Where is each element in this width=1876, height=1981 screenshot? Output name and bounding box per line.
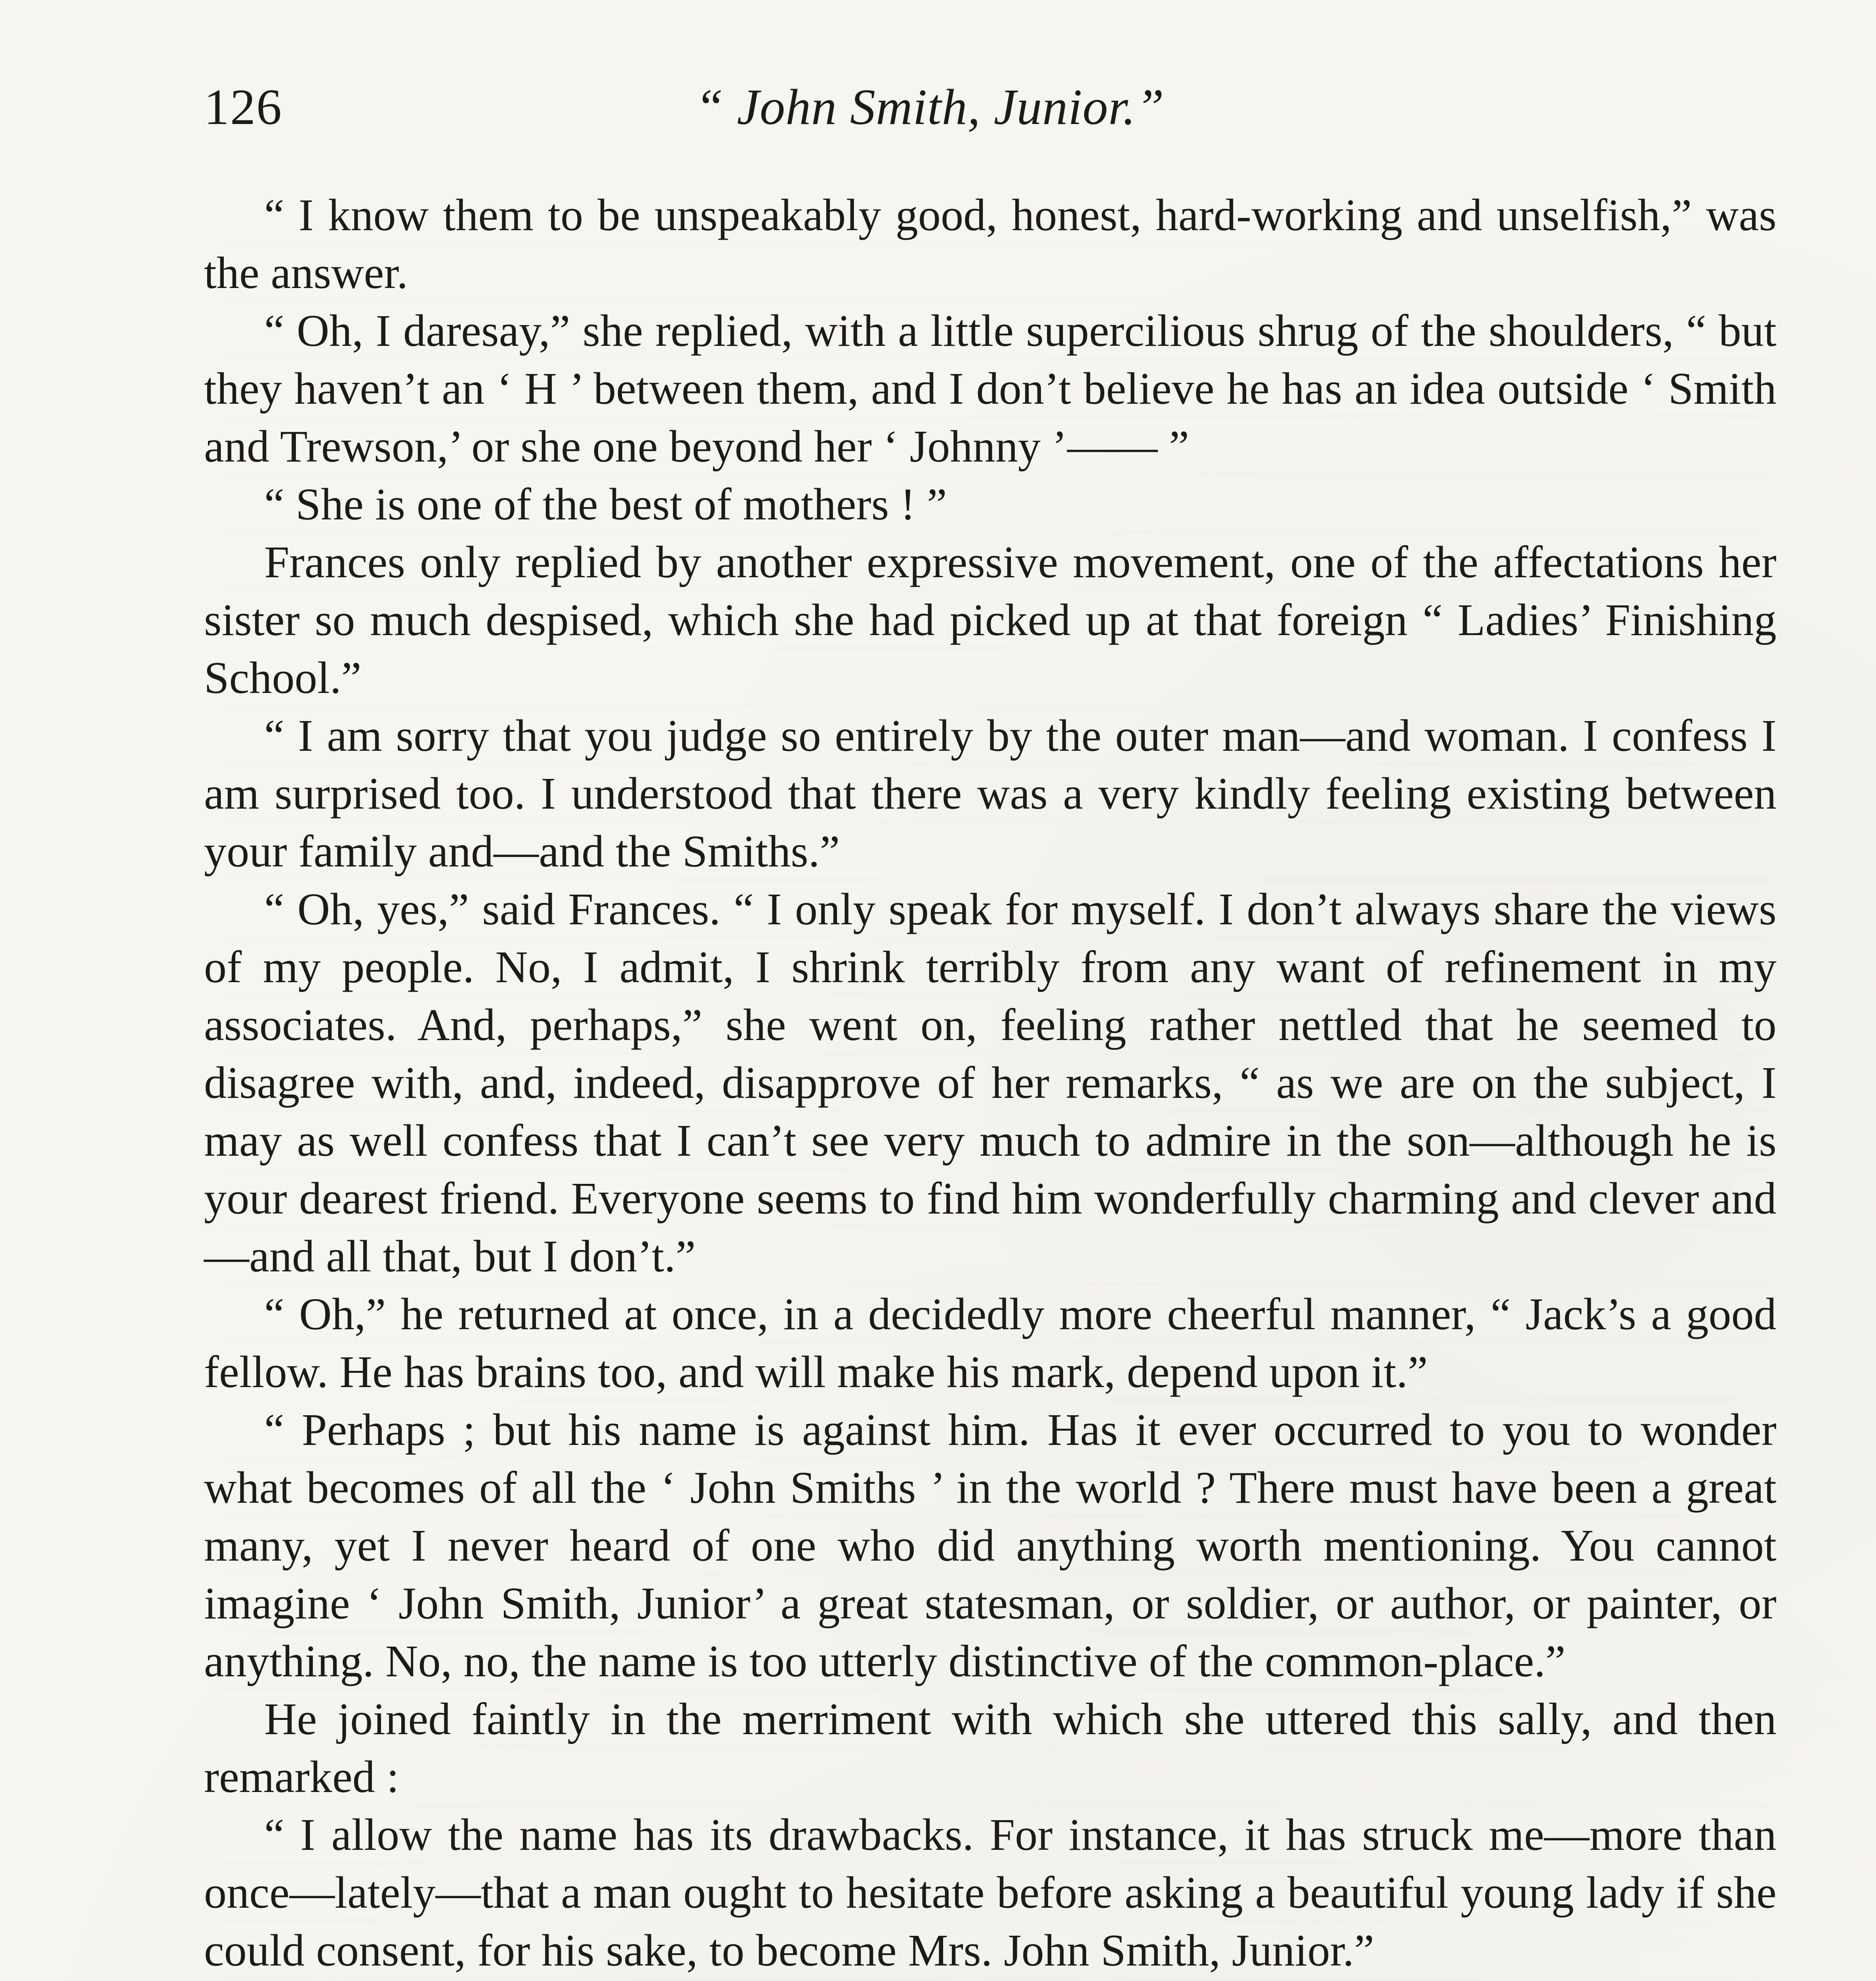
paragraph: “ She is one of the best of mothers ! ” [264, 479, 947, 529]
paragraph: Frances only replied by another expressive movement, one of the affectations her sister so much despised, which she had picked up at that foreign “ Ladies’ Finishing School.” [204, 537, 1777, 703]
paragraph: “ I know them to be unspeakably good, honest, hard-working and unselfish,” was the answer. [204, 190, 1777, 298]
paragraph: “ I allow the name has its drawbacks. For instance, it has struck me—more than once—lately—that a man ought to hesitate before asking a beautiful young lady if she could consent, for his sake, to become Mrs. John Smith, Junior.” [204, 1809, 1777, 1975]
paragraph: “ Oh, yes,” said Frances. “ I only speak for myself. I don’t always share the views of my people. No, I admit, I shrink terribly from any want of refinement in my associates. And, perhaps,” she went on, feeling rather nettled that he seemed to disagree with, and, indeed, disapprove of her remarks, “ as we are on the subject, I may as well confess that I can’t see very much to admire in the son—although he is your dearest friend. Everyone seems to find him wonderfully charming and clever and—and all that, but I don’t.” [204, 884, 1777, 1281]
page-header [204, 75, 1784, 139]
running-title: “ John Smith, Junior.” [695, 79, 1165, 135]
paragraph: “ Perhaps ; but his name is against him. Has it ever occurred to you to wonder what becomes of all the ‘ John Smiths ’ in the world ? There must have been a great many, yet I never heard of one who did anything worth mentioning. You cannot imagine ‘ John Smith, Junior’ a great statesman, or soldier, or author, or painter, or anything. No, no, the name is too utterly distinctive of the common-place.” [204, 1405, 1777, 1686]
paragraph: “ I am sorry that you judge so entirely by the outer man—and woman. I confess I am surprised too. I understood that there was a very kindly feeling existing between your family and—and the Smiths.” [204, 710, 1777, 876]
paragraph: He joined faintly in the merriment with which she uttered this sally, and then remarked : [204, 1694, 1777, 1802]
paragraph [204, 1979, 1777, 1981]
page-number: 126 [204, 79, 282, 135]
paragraph: “ Oh, I daresay,” she replied, with a little supercilious shrug of the shoulders, “ but they haven’t an ‘ H ’ between them, and I don’t believe he has an idea outside ‘ Smith and Trewson,’ or she one beyond her ‘ Johnny ’—— ” [204, 305, 1777, 471]
paragraph: “ Oh,” he returned at once, in a decidedly more cheerful manner, “ Jack’s a good fellow. He has brains too, and will make his mark, depend upon it.” [204, 1289, 1777, 1397]
body-text [204, 186, 1777, 1981]
